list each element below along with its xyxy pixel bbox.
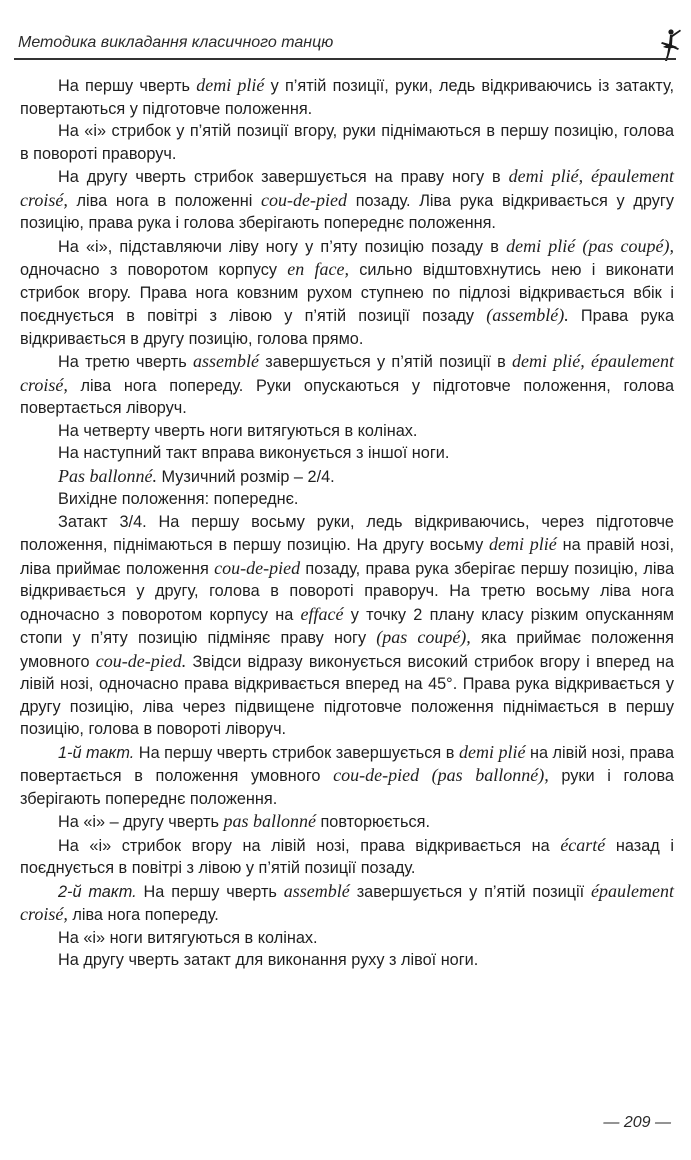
text-run: завершується у п’ятій позиції в: [258, 353, 513, 371]
text-run: на правій нозі, ліва приймає положення: [20, 536, 674, 578]
dance-term: en face,: [287, 259, 349, 279]
text-run: На «і» стрибок вгору на лівій нозі, права відкривається на: [58, 836, 561, 855]
paragraph: [20, 165, 674, 235]
text-run: На першу чверть: [136, 882, 284, 901]
text-run: яка приймає положення умовного: [20, 629, 674, 671]
dance-term: assemblé: [192, 351, 259, 371]
text-run: На другу чверть затакт для виконання руху з лівої ноги.: [58, 951, 479, 969]
dance-term: pas ballonné: [223, 811, 316, 831]
text-run: На наступний такт вправа виконується з іншої ноги.: [58, 444, 450, 462]
dance-term: (assemblé).: [486, 305, 569, 325]
text-run: одночасно з поворотом корпусу: [20, 261, 288, 279]
paragraph: [20, 465, 674, 489]
paragraph: [20, 235, 674, 351]
text-run: На другу чверть стрибок завершується на праву ногу в: [58, 168, 509, 186]
text-run: ліва нога попереду. Руки опускаються у підготовче положення, голова повертається ліворуч.: [20, 376, 674, 417]
text-run: сильно відштовхнутись нею і виконати стрибок вгору. Права нога ковзним рухом ступнею по підлозі відкривається вбік і поєднується в повітрі з лівою у п’ятій позиції позаду: [20, 261, 675, 325]
ballerina-icon: [654, 28, 684, 62]
paragraph: [20, 442, 674, 465]
header-divider: [14, 58, 676, 60]
page-number: — 209 —: [603, 1114, 671, 1131]
text-run: На третю чверть: [58, 353, 193, 371]
dance-term: demi plié, épaulement croisé,: [20, 166, 675, 210]
text-run: позаду. Ліва рука відкривається у другу позицію, права рука і голова зберігають попереднє положення.: [20, 191, 674, 232]
paragraph: [20, 74, 674, 120]
text-run: На «і» ноги витягуються в колінах.: [58, 928, 318, 947]
text-run: На четверту чверть ноги витягуються в колінах.: [58, 421, 418, 440]
text-run: На першу чверть: [58, 77, 197, 95]
dance-term: effacé: [300, 603, 344, 624]
paragraph: [20, 810, 674, 834]
text-run: завершується у п’ятій позиції: [349, 882, 592, 901]
text-run: Звідси відразу виконується високий стрибок вгору і вперед на лівій нозі, одночасно права відкривається вперед на 45°. Права рука відкривається у другу позицію, ліва через підвищене підготовче положення піднімається в першу позицію, голова в повороті ліворуч.: [20, 652, 674, 738]
text-run: Вихідне положення: попереднє.: [58, 490, 299, 508]
paragraph: [20, 927, 674, 950]
paragraph: [20, 511, 674, 741]
paragraph: [20, 834, 674, 880]
dance-term: demi plié, épaulement croisé,: [20, 351, 674, 395]
page-body: [20, 74, 674, 972]
dance-term: cou-de-pied.: [95, 650, 187, 671]
dance-term: demi plié: [458, 741, 526, 762]
text-run: Права рука відкривається в другу позицію, голова прямо.: [20, 307, 674, 348]
paragraph: [20, 949, 674, 972]
dance-term: demi plié: [196, 75, 265, 95]
paragraph: [20, 488, 674, 511]
dance-term: cou-de-pied (pas ballonné),: [333, 765, 549, 785]
paragraph: [20, 420, 674, 443]
dance-term: demi plié: [489, 534, 557, 554]
text-run: ліва нога попереду.: [67, 906, 219, 924]
text-run: На першу чверть стрибок завершується в: [134, 743, 459, 762]
text-run: руки і голова зберігають попереднє положення.: [20, 767, 674, 808]
dance-term: (pas coupé),: [376, 627, 471, 647]
text-run: назад і поєднується в повітрі з лівою у п’ятій позиції позаду.: [20, 836, 674, 877]
dance-term: assemblé: [283, 880, 350, 901]
measure-label: 1-й такт.: [58, 743, 135, 762]
dance-term: Pas ballonné.: [58, 465, 157, 486]
paragraph: [20, 350, 674, 420]
text-run: Затакт 3/4. На першу восьму руки, ледь відкриваючись, через підготовче положення, піднімаються в першу позицію. На другу восьму: [20, 512, 674, 554]
paragraph: [20, 880, 674, 927]
text-run: На «і» – другу чверть: [58, 813, 224, 831]
text-run: Музичний розмір – 2/4.: [157, 467, 335, 486]
text-run: на лівій нозі, права повертається в положення умовного: [20, 743, 675, 785]
running-header: [14, 28, 676, 58]
paragraph: [20, 741, 674, 811]
text-run: На «і», підставляючи ліву ногу у п’яту позицію позаду в: [58, 237, 507, 256]
paragraph: [20, 120, 674, 165]
text-run: у п’ятій позиції, руки, ледь відкриваючись із затакту, повертаються у підготовче положення.: [20, 77, 674, 118]
text-run: позаду, права рука зберігає першу позицію, ліва відкривається у другу, голова в повороті праворуч. На третю восьму ліва нога одночасно з поворотом корпусу на: [20, 559, 675, 624]
measure-label: 2-й такт.: [58, 882, 137, 901]
dance-term: écarté: [560, 834, 606, 855]
text-run: повторюється.: [315, 813, 430, 831]
running-header-title: Методика викладання класичного танцю: [18, 34, 334, 51]
dance-term: cou-de-pied: [261, 189, 348, 210]
text-run: у точку 2 плану класу різким опусканням стопи у п’яту позицію підміняє праву ногу: [20, 605, 675, 647]
dance-term: demi plié (pas coupé),: [506, 235, 675, 256]
dance-term: épaulement croisé,: [20, 880, 674, 924]
dance-term: cou-de-pied: [214, 557, 301, 578]
text-run: ліва нога в положенні: [67, 191, 262, 210]
text-run: На «і» стрибок у п’ятій позиції вгору, руки піднімаються в першу позицію, голова в повороті праворуч.: [20, 122, 674, 163]
